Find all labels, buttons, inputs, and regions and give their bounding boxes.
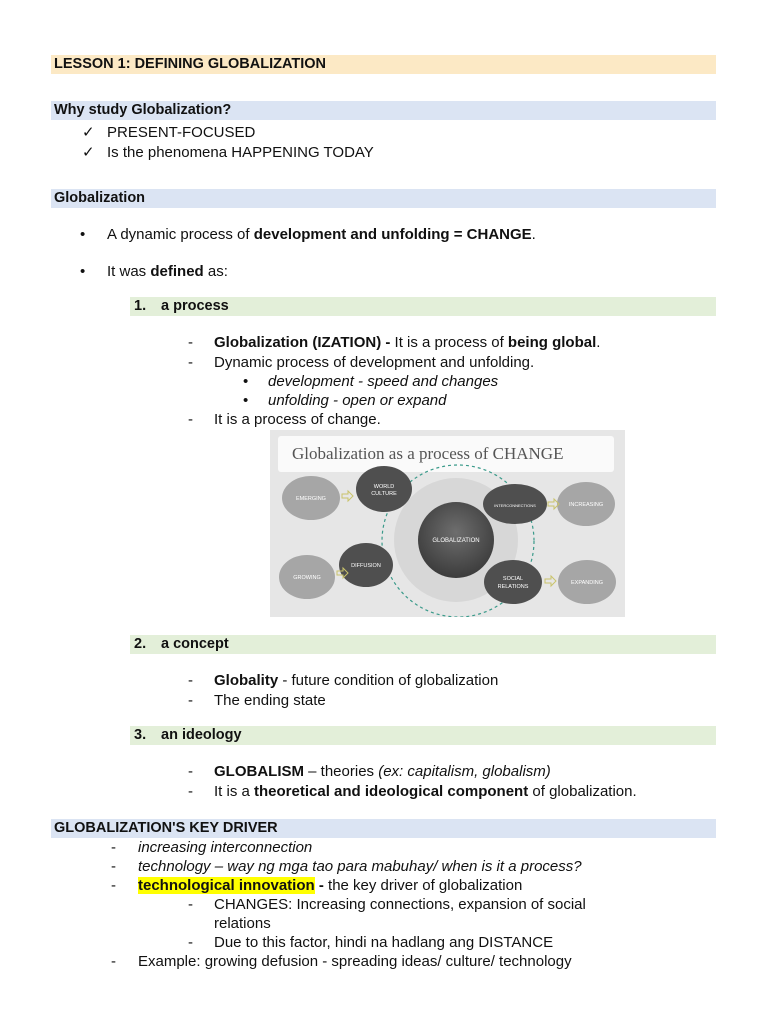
globalization-diagram [270, 430, 625, 617]
s1-sub-1: development - speed and changes [268, 373, 499, 390]
check-icon: ✓ [82, 124, 95, 141]
glob-bullet-1: A dynamic process of development and unfolding = CHANGE. [107, 226, 536, 243]
section-2-number: 2. [134, 636, 147, 652]
bullet-icon: • [80, 226, 86, 243]
center-label: GLOBALIZATION [432, 538, 480, 544]
dash-icon: - [188, 783, 193, 800]
glob-bullet-2: It was defined as: [107, 263, 228, 280]
highlighted-text: technological innovation [138, 877, 315, 894]
section-3-title: an ideology [161, 727, 242, 743]
dash-icon: - [188, 334, 193, 351]
driver-sub-2: Due to this factor, hindi na hadlang ang DISTANCE [214, 934, 554, 951]
dash-icon: - [188, 763, 193, 780]
driver-item-2: technology – way ng mga tao para mabuhay/ when is it a process? [138, 858, 582, 875]
check-icon: ✓ [82, 144, 95, 161]
social-label-2: RELATIONS [497, 584, 529, 590]
driver-item-1: increasing interconnection [138, 839, 313, 856]
why-item-2: Is the phenomena HAPPENING TODAY [107, 144, 374, 161]
s2-line-1: Globality - future condition of globalization [214, 672, 499, 689]
emerging-label: EMERGING [296, 496, 326, 502]
s3-line-2: It is a theoretical and ideological component of globalization. [214, 783, 637, 800]
world-label-1: WORLD [373, 484, 395, 490]
bullet-icon: • [243, 373, 249, 390]
dash-icon: - [111, 877, 116, 894]
why-item-1: PRESENT-FOCUSED [107, 124, 256, 141]
lesson-title: LESSON 1: DEFINING GLOBALIZATION [54, 56, 327, 72]
diagram-title: Globalization as a process of CHANGE [278, 436, 614, 472]
social-relations-node [484, 560, 542, 604]
dash-icon: - [188, 354, 193, 371]
s1-line-1: Globalization (IZATION) - It is a process of being global. [214, 334, 601, 351]
dash-icon: - [111, 953, 116, 970]
driver-heading: GLOBALIZATION'S KEY DRIVER [54, 820, 278, 836]
section-3-number: 3. [134, 727, 147, 743]
s1-line-2: Dynamic process of development and unfolding. [214, 354, 535, 371]
bullet-icon: • [80, 263, 86, 280]
globalization-heading: Globalization [54, 190, 146, 206]
interconnections-label: INTERCONNECTIONS [494, 503, 536, 508]
increasing-label: INCREASING [568, 502, 604, 508]
globalization-heading-band [51, 189, 716, 208]
driver-sub-1a: CHANGES: Increasing connections, expansion of social [214, 896, 586, 913]
section-1-number: 1. [134, 298, 147, 314]
s2-line-2: The ending state [214, 692, 326, 709]
growing-label: GROWING [293, 575, 321, 581]
diagram-graphic [270, 430, 625, 617]
section-2-title: a concept [161, 636, 229, 652]
arrow-icon [342, 491, 353, 501]
driver-item-4: Example: growing defusion - spreading ideas/ culture/ technology [138, 953, 572, 970]
why-heading: Why study Globalization? [54, 102, 232, 118]
section-1-title: a process [161, 298, 229, 314]
s1-line-3: It is a process of change. [214, 411, 381, 428]
s3-line-1: GLOBALISM – theories (ex: capitalism, globalism) [214, 763, 551, 780]
dash-icon: - [111, 839, 116, 856]
s1-sub-2: unfolding - open or expand [268, 392, 447, 409]
world-label-2: CULTURE [371, 491, 397, 497]
dash-icon: - [188, 896, 193, 913]
arrow-icon [545, 576, 556, 586]
driver-sub-1b: relations [214, 915, 271, 932]
bullet-icon: • [243, 392, 249, 409]
diffusion-label: DIFFUSION [351, 563, 381, 569]
dash-icon: - [188, 692, 193, 709]
social-label-1: SOCIAL [502, 576, 524, 582]
driver-item-3: technological innovation - the key driver of globalization [138, 877, 523, 894]
dash-icon: - [111, 858, 116, 875]
dash-icon: - [188, 934, 193, 951]
dash-icon: - [188, 411, 193, 428]
expanding-label: EXPANDING [571, 580, 603, 586]
dash-icon: - [188, 672, 193, 689]
